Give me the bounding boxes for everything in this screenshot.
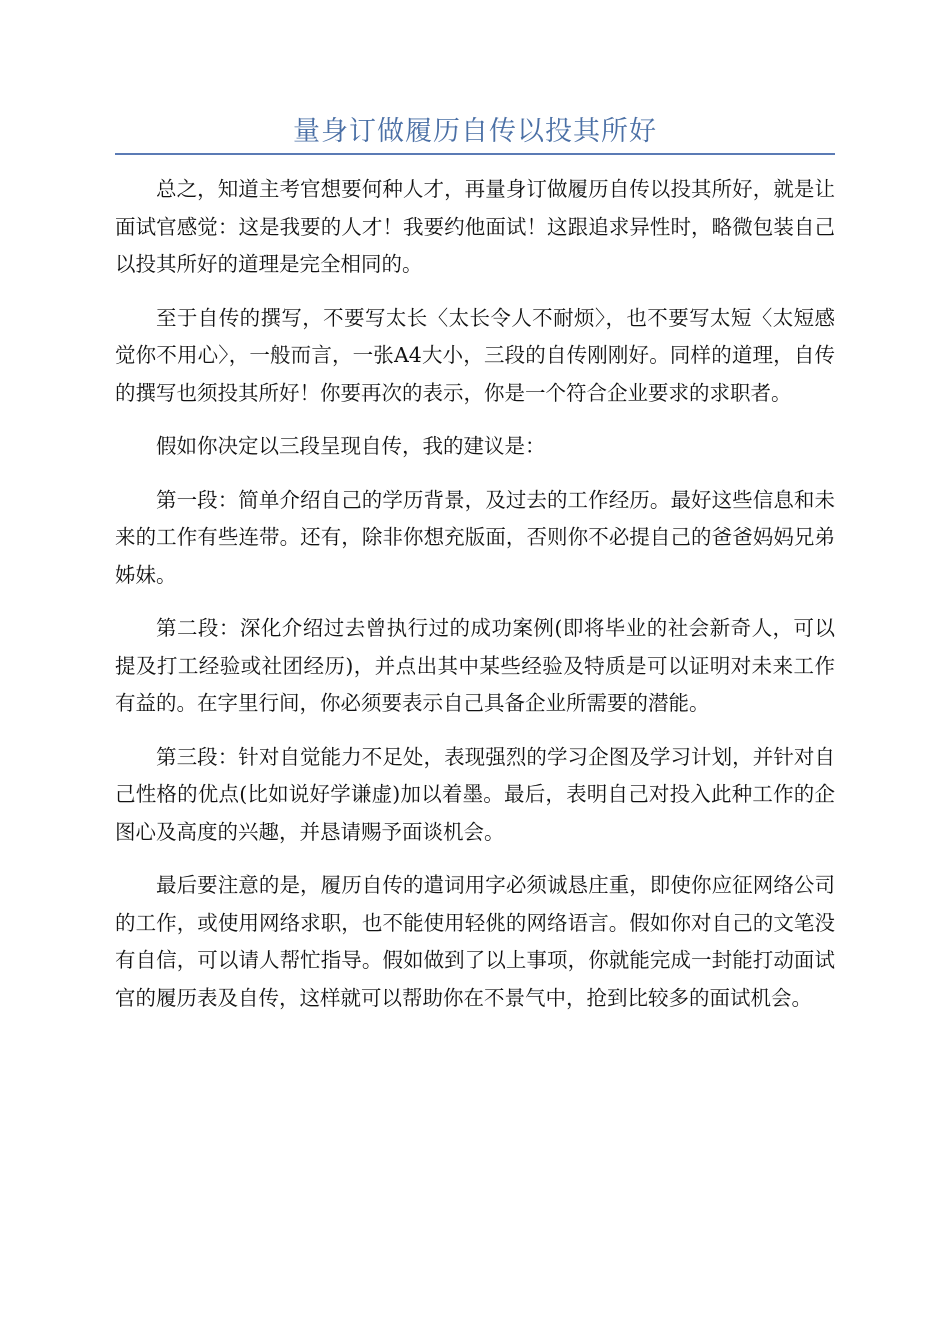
paragraph-7: 最后要注意的是，履历自传的遣词用字必须诚恳庄重，即使你应征网络公司的工作，或使用网络求职，也不能使用轻佻的网络语言。假如你对自己的文笔没有自信，可以请人帮忙指导。假如做到了以上事项，你就能完成一封能打动面试官的履历表及自传，这样就可以帮助你在不景气中，抢到比较多的面试机会。 bbox=[115, 873, 835, 1010]
document-title: 量身订做履历自传以投其所好 bbox=[293, 116, 657, 147]
title-underline bbox=[115, 153, 835, 155]
paragraph-2: 至于自传的撰写，不要写太长〈太长令人不耐烦〉，也不要写太短〈太短感觉你不用心〉，一般而言，一张A4大小，三段的自传刚刚好。同样的道理，自传的撰写也须投其所好！你要再次的表示，你是一个符合企业要求的求职者。 bbox=[115, 305, 835, 405]
paragraph-6: 第三段：针对自觉能力不足处，表现强烈的学习企图及学习计划，并针对自己性格的优点(比如说好学谦虚)加以着墨。最后，表明自己对投入此种工作的企图心及高度的兴趣，并恳请赐予面谈机会。 bbox=[115, 744, 835, 844]
paragraph-1: 总之，知道主考官想要何种人才，再量身订做履历自传以投其所好，就是让面试官感觉：这是我要的人才！我要约他面试！这跟追求异性时，略微包装自己以投其所好的道理是完全相同的。 bbox=[115, 177, 835, 276]
paragraph-3: 假如你决定以三段呈现自传，我的建议是： bbox=[156, 434, 546, 458]
paragraph-4: 第一段：简单介绍自己的学历背景，及过去的工作经历。最好这些信息和未来的工作有些连带。还有，除非你想充版面，否则你不必提自己的爸爸妈妈兄弟姊妹。 bbox=[115, 487, 835, 587]
paragraph-5: 第二段：深化介绍过去曾执行过的成功案例(即将毕业的社会新奇人，可以提及打工经验或社团经历)，并点出其中某些经验及特质是可以证明对未来工作有益的。在字里行间，你必须要表示自己具备企业所需要的潜能。 bbox=[115, 616, 835, 715]
document-body bbox=[115, 171, 835, 1033]
